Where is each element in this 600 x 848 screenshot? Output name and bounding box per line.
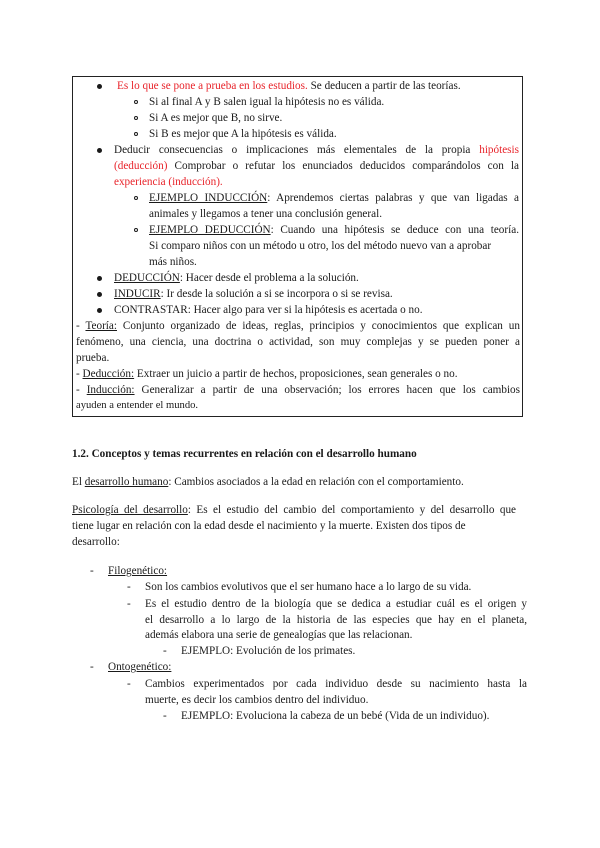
ejemplo-induccion-label: EJEMPLO INDUCCIÓN <box>149 192 268 204</box>
teoria-label: Teoría: <box>85 320 117 332</box>
induccion-def-text: Generalizar a partir de una observación; los errores hacen que los cambios <box>134 384 521 396</box>
deduccion-def-label: Deducción: <box>82 368 135 380</box>
bullet-deducir-line1 <box>114 143 519 157</box>
induccion-def-label: Inducción: <box>86 384 135 396</box>
ejemplo-induccion-line2: animales y llegamos a tener una conclusión general. <box>149 208 382 220</box>
psicologia-text: : Es el estudio del cambio del comportamiento y del desarrollo que <box>187 504 516 516</box>
bullet-contrastar: CONTRASTAR: Hacer algo para ver si la hipótesis es acertada o no. <box>114 304 423 316</box>
ejemplo-induccion-text: : Aprendemos ciertas palabras y que van ligadas a <box>267 192 519 204</box>
ontogenetico-ejemplo: EJEMPLO: Evoluciona la cabeza de un bebé (Vida de un individuo). <box>181 710 490 722</box>
sub-bullet <box>134 196 138 200</box>
dash: - <box>76 384 80 396</box>
ontogenetico-sub1-line1: Cambios experimentados por cada individuo desde su nacimiento hasta la <box>145 678 527 690</box>
deduccion-def <box>76 367 458 381</box>
deduccion-label: DEDUCCIÓN <box>114 272 180 284</box>
dash: - <box>163 645 167 657</box>
bullet-dot <box>97 308 102 313</box>
sub-bullet <box>134 228 138 232</box>
deducir-text: Deducir consecuencias o implicaciones más elementales de la propia <box>114 144 471 156</box>
bullet-deducir-line3: experiencia (inducción). <box>114 176 223 188</box>
bullet-dot <box>97 148 102 153</box>
sub-item-2: Si A es mejor que B, no sirve. <box>149 112 283 124</box>
hipotesis-red: hipótesis <box>479 144 519 156</box>
bullet-hipotesis <box>117 79 461 93</box>
psicologia-line1 <box>72 503 516 517</box>
sub-item-3: Si B es mejor que A la hipótesis es válida. <box>149 128 337 140</box>
ejemplo-induccion-line1 <box>149 191 519 205</box>
dash: - <box>163 710 167 722</box>
filogenetico-ejemplo: EJEMPLO: Evolución de los primates. <box>181 645 356 657</box>
dash: - <box>127 581 131 593</box>
teoria-line2: fenómeno, una ciencia, una doctrina o actividad, son muy complejas y se pueden poner a <box>76 336 520 348</box>
bullet-deducir-line2 <box>114 159 519 173</box>
ontogenetico-label: Ontogenético: <box>108 661 172 673</box>
bullet-dot <box>97 84 102 89</box>
bullet-deduccion <box>114 271 359 285</box>
ejemplo-deduccion-text: : Cuando una hipótesis se deduce con una teoría. <box>270 224 519 236</box>
dash: - <box>127 678 131 690</box>
deduccion-text: : Hacer desde el problema a la solución. <box>179 272 359 284</box>
ejemplo-deduccion-line3: más niños. <box>149 256 197 268</box>
ontogenetico-sub1-line2: muerte, es decir los cambios dentro del individuo. <box>145 694 369 706</box>
psicologia-line3: desarrollo: <box>72 536 120 548</box>
teoria-line3: prueba. <box>76 352 110 364</box>
sub-bullet <box>134 100 138 104</box>
filogenetico-sub2-line1: Es el estudio dentro de la biología que se dedica a estudiar cuál es el origen y <box>145 598 527 610</box>
inducir-label: INDUCIR <box>114 288 161 300</box>
desarrollo-humano <box>72 475 464 489</box>
sub-bullet <box>134 116 138 120</box>
hipotesis-highlight: Es lo que se pone a prueba en los estudios. <box>117 80 308 92</box>
bullet-dot <box>97 276 102 281</box>
psicologia-line2: tiene lugar en relación con la edad desde el nacimiento y la muerte. Existen dos tipos de <box>72 520 466 532</box>
dash: - <box>76 320 80 332</box>
dh-prefix: El <box>72 476 85 488</box>
bullet-dot <box>97 292 102 297</box>
deduccion-red: (deducción) <box>114 160 168 172</box>
teoria-line1 <box>76 319 520 333</box>
sub-bullet <box>134 132 138 136</box>
comprobar-text: Comprobar o refutar los enunciados deducidos comparándolos con la <box>174 160 520 172</box>
ejemplo-deduccion-line1 <box>149 223 519 237</box>
deduccion-def-text: Extraer un juicio a partir de hechos, proposiciones, sean generales o no. <box>134 368 458 380</box>
teoria-text: Conjunto organizado de ideas, reglas, principios y conocimientos que explican un <box>117 320 520 332</box>
bullet-inducir <box>114 287 393 301</box>
filogenetico-sub1: Son los cambios evolutivos que el ser humano hace a lo largo de su vida. <box>145 581 472 593</box>
ejemplo-deduccion-line2: Si comparo niños con un método u otro, los del método nuevo van a aprobar <box>149 240 492 252</box>
hipotesis-text: Se deducen a partir de las teorías. <box>307 80 461 92</box>
ejemplo-deduccion-label: EJEMPLO DEDUCCIÓN <box>149 224 271 236</box>
dash: - <box>127 598 131 610</box>
psicologia-label: Psicología del desarrollo <box>72 504 188 516</box>
filogenetico-sub2-line3: además elabora una serie de genealogías que las relacionan. <box>145 629 413 641</box>
section-heading: 1.2. Conceptos y temas recurrentes en relación con el desarrollo humano <box>72 448 417 460</box>
induccion-def-line1 <box>76 383 520 397</box>
dh-label: desarrollo humano <box>84 476 169 488</box>
inducir-text: : Ir desde la solución a si se incorpora o si se revisa. <box>160 288 393 300</box>
dh-text: : Cambios asociados a la edad en relación con el comportamiento. <box>168 476 464 488</box>
filogenetico-label: Filogenético: <box>108 565 168 577</box>
dash: - <box>90 661 94 673</box>
filogenetico-sub2-line2: el desarrollo a lo largo de la historia de las especies que hay en el planeta, <box>145 614 527 626</box>
dash: - <box>76 368 80 380</box>
sub-item-1: Si al final A y B salen igual la hipótesis no es válida. <box>149 96 385 108</box>
induccion-def-line2: ayuden a entender el mundo. <box>76 400 199 411</box>
dash: - <box>90 565 94 577</box>
